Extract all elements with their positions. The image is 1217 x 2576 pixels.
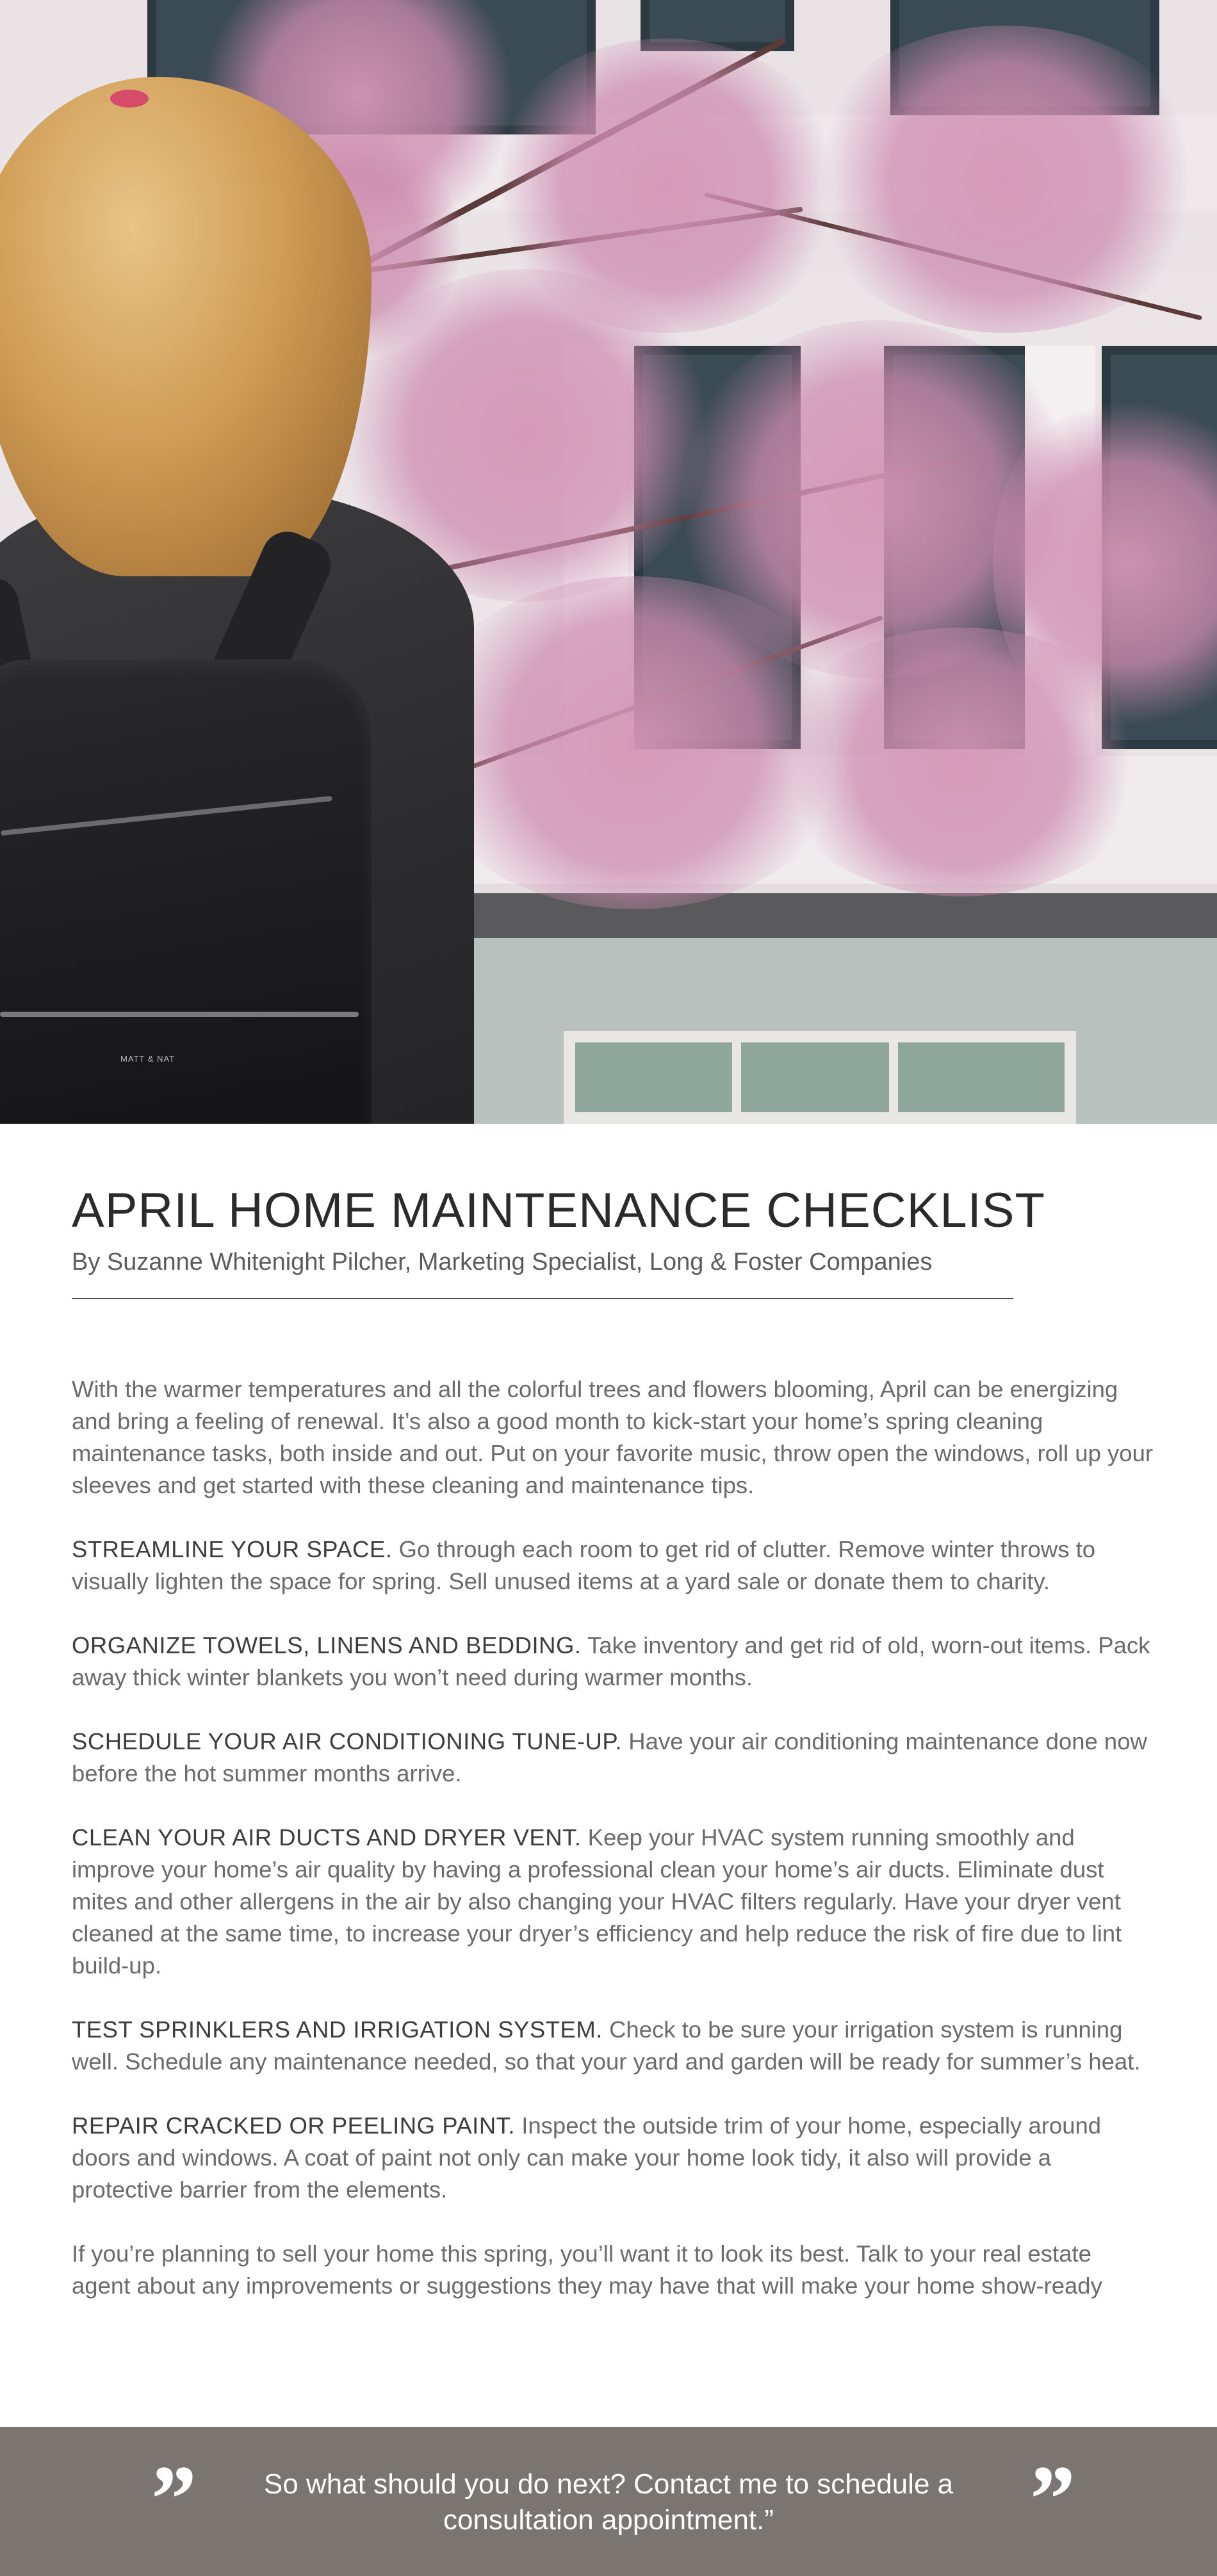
- hair-tie: [110, 90, 149, 108]
- blossom-cluster: [801, 26, 1211, 333]
- tip-text: Have your air conditioning maintenance done now before the hot summer months arrive.: [72, 1728, 1147, 1786]
- tip-paragraph: [72, 2110, 1154, 2206]
- facade-ledge: [397, 893, 1217, 938]
- cta-text: So what should you do next? Contact me to schedule a consultation appointment.”: [263, 2468, 954, 2536]
- tip-heading: REPAIR CRACKED OR PEELING PAINT.: [72, 2112, 516, 2139]
- tip-heading: TEST SPRINKLERS AND IRRIGATION SYSTEM.: [72, 2016, 603, 2043]
- hero-photo: [0, 0, 1217, 1124]
- title-divider: [72, 1298, 1013, 1299]
- tip-paragraph: [72, 1630, 1154, 1694]
- backpack: [0, 660, 372, 1124]
- article-byline: By Suzanne Whitenight Pilcher, Marketing Specialist, Long & Foster Companies: [72, 1249, 933, 1276]
- article-title: APRIL HOME MAINTENANCE CHECKLIST: [72, 1183, 1045, 1238]
- closing-paragraph: If you’re planning to sell your home this spring, you’ll want it to look its best. Talk to your real estate agent about any improvements or suggestions they may have that will make your home show-ready: [72, 2240, 1102, 2299]
- blossom-cluster: [769, 628, 1153, 896]
- person-hair: [0, 77, 372, 576]
- call-to-action-bar: [0, 2427, 1217, 2576]
- tip-paragraph: [72, 2014, 1154, 2078]
- tip-heading: STREAMLINE YOUR SPACE.: [72, 1536, 393, 1562]
- tip-heading: SCHEDULE YOUR AIR CONDITIONING TUNE-UP.: [72, 1728, 623, 1754]
- backpack-zipper: [0, 1012, 359, 1017]
- backpack-brand-label: MATT & NAT: [120, 1054, 176, 1064]
- tip-text: Go through each room to get rid of clutter. Remove winter throws to visually lighten the space for spring. Sell unused items at a yard sale or donate them to charity.: [72, 1536, 1096, 1594]
- tip-text: Inspect the outside trim of your home, especially around doors and windows. A coat of paint not only can make your home look tidy, it also will provide a protective barrier from the elements.: [72, 2112, 1102, 2203]
- tip-paragraph: [72, 1822, 1154, 1982]
- tip-text: Check to be sure your irrigation system is running well. Schedule any maintenance needed, so that your yard and garden will be ready for summer’s heat.: [72, 2016, 1141, 2075]
- tip-paragraph: [72, 1534, 1154, 1598]
- article-body: [72, 1373, 1154, 2334]
- intro-paragraph: With the warmer temperatures and all the colorful trees and flowers blooming, April can be energizing and bring a feeling of renewal. It’s also a good month to kick-start your home’s spring cleaning maintenance tasks, both inside and out. Put on your favorite music, throw open the windows, roll up your sleeves and get started with these cleaning and maintenance tips.: [72, 1376, 1154, 1498]
- tip-text: Take inventory and get rid of old, worn-out items. Pack away thick winter blankets you won’t need during warmer months.: [72, 1632, 1150, 1690]
- tip-heading: CLEAN YOUR AIR DUCTS AND DRYER VENT.: [72, 1824, 582, 1851]
- tip-text: Keep your HVAC system running smoothly and improve your home’s air quality by having a professional clean your home’s air ducts. Eliminate dust mites and other allergens in the air by also changing your HVAC filters regularly. Have your dryer vent cleaned at the same time, to increase your dryer’s efficiency and help reduce the risk of fire due to lint build-up.: [72, 1824, 1122, 1979]
- open-quote-icon: ”: [146, 2446, 194, 2552]
- lower-window: [564, 1031, 1076, 1124]
- tip-heading: ORGANIZE TOWELS, LINENS AND BEDDING.: [72, 1632, 582, 1658]
- close-quote-icon: ”: [1025, 2446, 1073, 2552]
- tip-paragraph: [72, 1726, 1154, 1790]
